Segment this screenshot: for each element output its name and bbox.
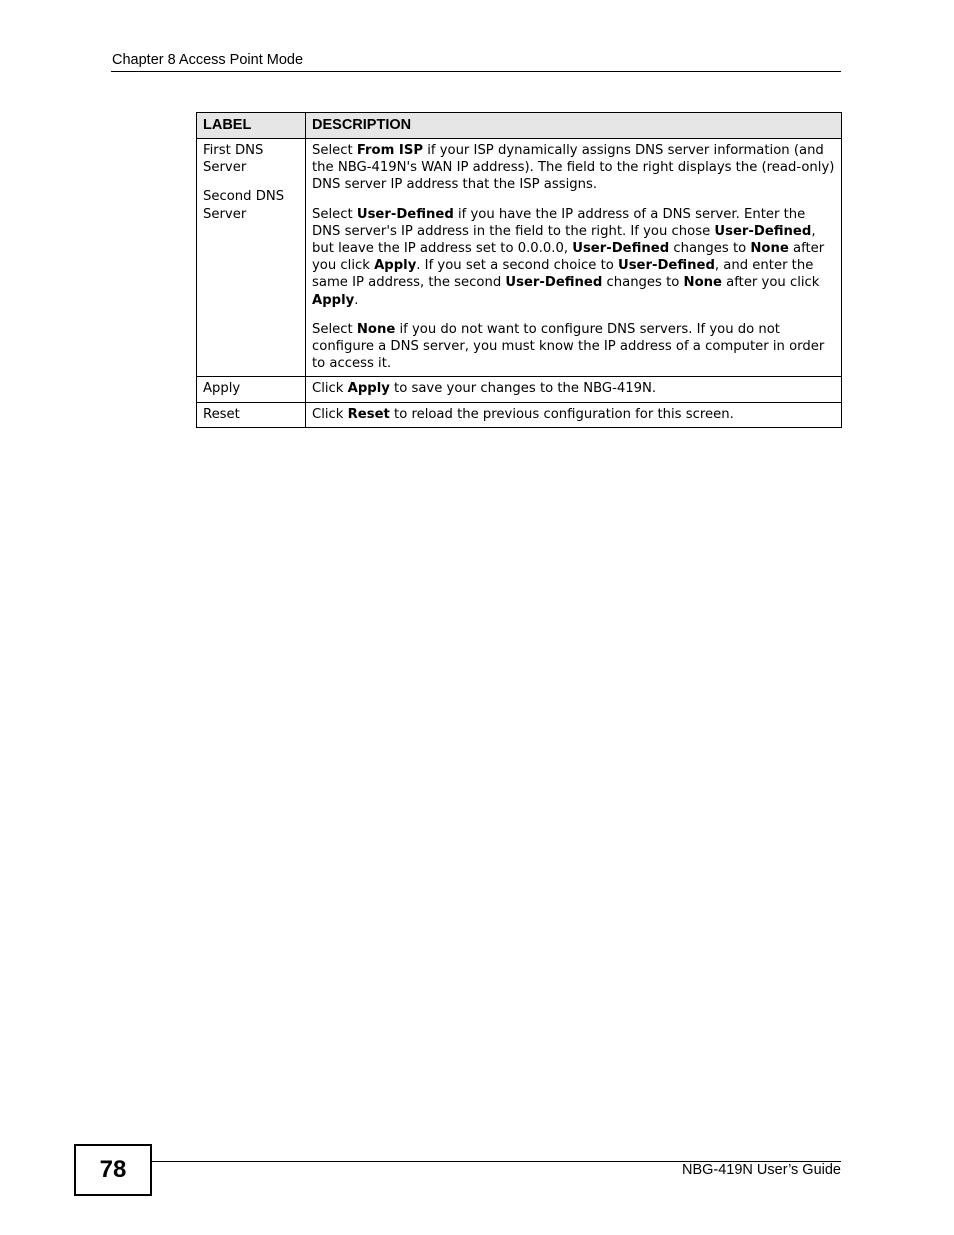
bold-term: User-Defined: [356, 206, 454, 222]
bold-term: None: [750, 241, 789, 257]
table-row: [197, 402, 842, 427]
description-cell: [306, 139, 842, 377]
text-run: , and enter the same IP address, the second: [312, 258, 814, 291]
table-body: [197, 139, 842, 428]
text-run: to save your changes to the NBG-419N.: [389, 381, 657, 397]
bold-term: Apply: [374, 258, 417, 274]
description-paragraph: [312, 380, 835, 397]
description-paragraph: [312, 406, 835, 423]
text-run: Select: [312, 206, 357, 222]
guide-title: NBG-419N User’s Guide: [681, 1162, 841, 1178]
description-paragraph: [312, 206, 835, 309]
column-header-label: LABEL: [197, 113, 306, 139]
page-number: 78: [74, 1144, 152, 1196]
bold-term: User-Defined: [714, 223, 812, 239]
column-header-description: DESCRIPTION: [306, 113, 842, 139]
bold-term: Reset: [347, 406, 390, 422]
description-cell: [306, 402, 842, 427]
table-row: [197, 139, 842, 377]
text-run: Click: [312, 406, 348, 422]
text-run: after you click: [312, 241, 825, 274]
chapter-title: Chapter 8 Access Point Mode: [112, 52, 304, 68]
bold-term: None: [356, 321, 396, 337]
text-run: changes to: [669, 241, 751, 257]
text-run: .: [354, 292, 359, 308]
text-run: changes to: [602, 275, 684, 291]
text-run: if you do not want to configure DNS servers. If you do not configure a DNS server, you must know the IP address of a computer in order to access it.: [312, 321, 825, 372]
text-run: Select: [312, 321, 357, 337]
text-run: Click: [312, 381, 348, 397]
bold-term: User-Defined: [505, 275, 603, 291]
table-row: [197, 377, 842, 402]
bold-term: User-Defined: [618, 258, 715, 274]
field-label: Second DNS Server: [203, 189, 285, 222]
text-run: after you click: [721, 275, 820, 291]
text-run: if you have the IP address of a DNS server. Enter the DNS server's IP address in the field to the right. If you chose: [312, 206, 806, 239]
description-paragraph: [312, 142, 835, 194]
field-label: First DNS Server: [203, 143, 264, 176]
text-run: if your ISP dynamically assigns DNS server information (and the NBG-419N's WAN IP address). The field to the right displays the (read-only) DNS server IP address that the ISP assigns.: [312, 143, 835, 193]
field-label: Reset: [203, 406, 240, 422]
text-run: , but leave the IP address set to 0.0.0.0,: [312, 223, 816, 257]
label-cell: [197, 402, 306, 427]
label-cell: [197, 139, 306, 377]
text-run: . If you set a second choice to: [416, 258, 618, 274]
text-run: Select: [312, 143, 357, 158]
description-paragraph: [312, 321, 835, 373]
table-header-row: [197, 113, 842, 139]
text-run: to reload the previous configuration for this screen.: [389, 406, 734, 422]
header-divider: [111, 71, 841, 72]
field-label: Apply: [203, 381, 241, 397]
bold-term: User-Defined: [572, 241, 670, 257]
bold-term: Apply: [347, 381, 390, 397]
description-cell: [306, 377, 842, 402]
bold-term: From ISP: [356, 143, 424, 158]
label-cell: [197, 377, 306, 402]
bold-term: None: [683, 275, 722, 291]
bold-term: Apply: [312, 292, 355, 308]
label-description-table: [196, 112, 842, 428]
